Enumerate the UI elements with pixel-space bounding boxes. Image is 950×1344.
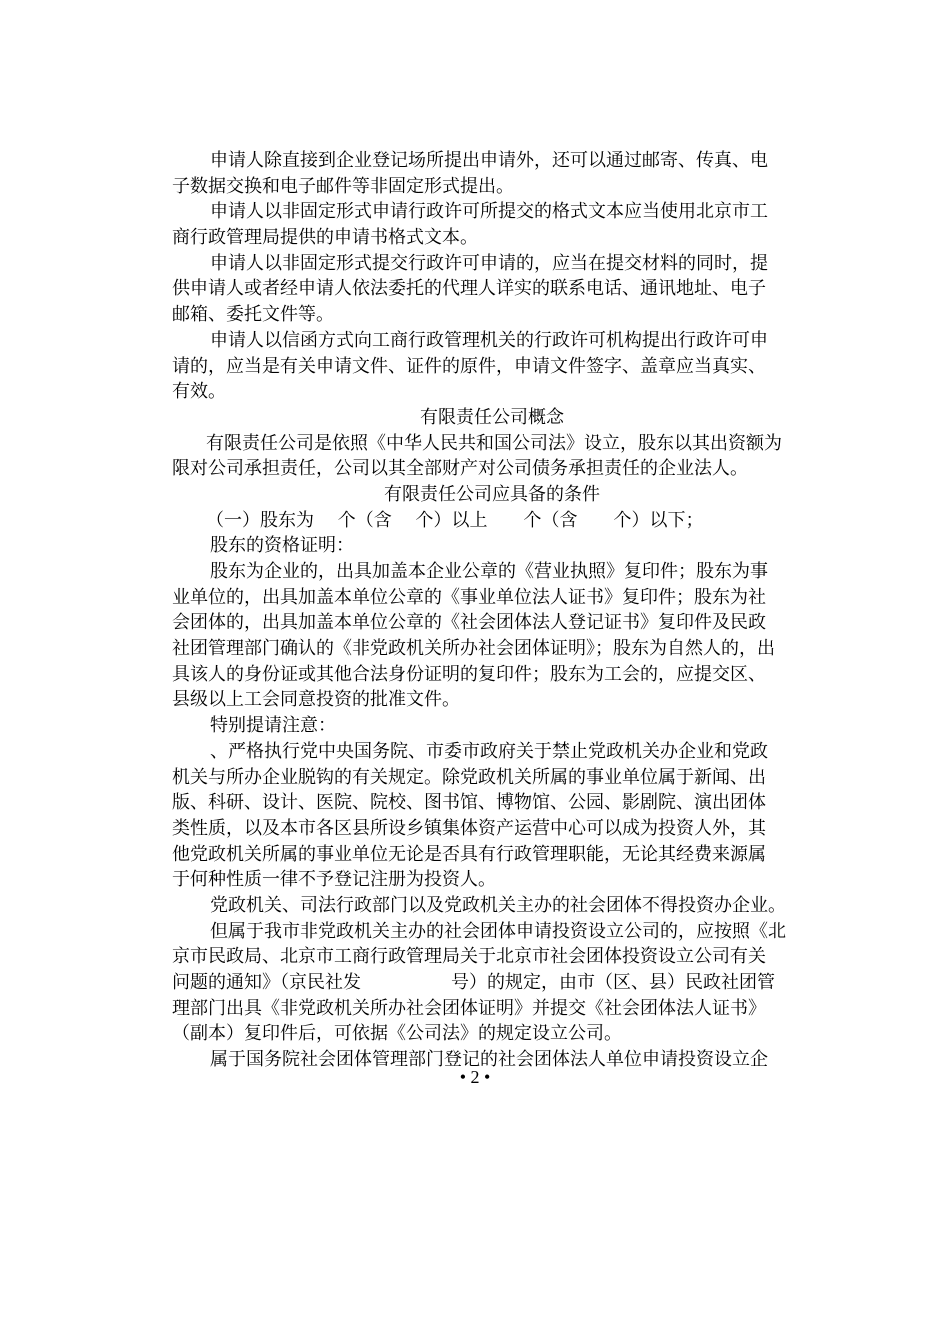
text-line: 申请人以信函方式向工商行政管理机关的行政许可机构提出行政许可申: [210, 329, 768, 351]
text-line: 申请人以非固定形式申请行政许可所提交的格式文本应当使用北京市工: [210, 201, 768, 223]
text-line: 机关与所办企业脱钩的有关规定。除党政机关所属的事业单位属于新闻、出: [172, 766, 766, 788]
text-line: 股东为企业的，出具加盖本企业公章的《营业执照》复印件；股东为事: [210, 561, 768, 582]
paragraph: [172, 713, 812, 739]
text-line: 县级以上工会同意投资的批准文件。: [172, 689, 460, 711]
text-line: 京市民政局、北京市工商行政管理局关于北京市社会团体投资设立公司有关: [172, 946, 766, 968]
body-text: [172, 148, 812, 1073]
text-line: 业单位的，出具加盖本单位公章的《事业单位法人证书》复印件；股东为社: [172, 586, 766, 608]
page-number: • 2 •: [459, 1067, 491, 1087]
section-heading: [172, 482, 812, 508]
text-line: 有限责任公司是依照《中华人民共和国公司法》设立，股东以其出资额为: [206, 432, 782, 454]
paragraph: [172, 559, 812, 713]
paragraph: [172, 251, 812, 328]
text-line: 申请人除直接到企业登记场所提出申请外，还可以通过邮寄、传真、电: [210, 150, 768, 171]
section-heading: [172, 405, 812, 431]
text-line: （一）股东为 个（含 个）以上 个（含 个）以下；: [206, 509, 704, 531]
text-line: 社团管理部门确认的《非党政机关所办社会团体证明》；股东为自然人的，出: [172, 638, 775, 660]
text-line: 具该人的身份证或其他合法身份证明的复印件；股东为工会的，应提交区、: [172, 663, 766, 685]
text-line: 有限责任公司应具备的条件: [384, 483, 600, 505]
text-line: 理部门出具《非党政机关所办社会团体证明》并提交《社会团体法人证书》: [172, 997, 766, 1019]
text-line: 股东的资格证明：: [210, 535, 354, 557]
text-line: 特别提请注意：: [210, 715, 336, 737]
text-line: 但属于我市非党政机关主办的社会团体申请投资设立公司的，应按照《北: [210, 920, 786, 942]
text-line: 申请人以非固定形式提交行政许可申请的，应当在提交材料的同时，提: [210, 252, 768, 274]
paragraph: [172, 739, 812, 893]
text-line: 请的，应当是有关申请文件、证件的原件，申请文件签字、盖章应当真实、: [172, 355, 766, 377]
text-line: 党政机关、司法行政部门以及党政机关主办的社会团体不得投资办企业。: [210, 894, 786, 916]
paragraph: [172, 148, 812, 199]
text-line: 、严格执行党中央国务院、市委市政府关于禁止党政机关办企业和党政: [210, 740, 768, 762]
paragraph: [172, 919, 812, 1047]
text-line: 有效。: [172, 381, 226, 403]
text-line: 商行政管理局提供的申请书格式文本。: [172, 227, 478, 249]
text-line: 问题的通知》（京民社发 号）的规定，由市（区、县）民政社团管: [172, 972, 775, 993]
text-line: 子数据交换和电子邮件等非固定形式提出。: [172, 175, 514, 197]
text-line: 限对公司承担责任，公司以其全部财产对公司债务承担责任的企业法人。: [172, 458, 748, 480]
text-line: 供申请人或者经申请人依法委托的代理人详实的联系电话、通讯地址、电子: [172, 278, 766, 300]
paragraph: [172, 431, 812, 482]
text-line: 邮箱、委托文件等。: [172, 304, 334, 326]
text-line: 他党政机关所属的事业单位无论是否具有行政管理职能，无论其经费来源属: [172, 843, 766, 865]
paragraph: [172, 893, 812, 919]
text-line: 版、科研、设计、医院、院校、图书馆、博物馆、公园、影剧院、演出团体: [172, 792, 766, 814]
paragraph: [172, 199, 812, 250]
text-line: 有限责任公司概念: [420, 406, 564, 428]
text-line: 类性质，以及本市各区县所设乡镇集体资产运营中心可以成为投资人外，其: [172, 817, 766, 839]
text-line: 属于国务院社会团体管理部门登记的社会团体法人单位申请投资设立企: [210, 1049, 768, 1071]
paragraph: [172, 533, 812, 559]
text-line: 于何种性质一律不予登记注册为投资人。: [172, 869, 496, 891]
text-line: 会团体的，出具加盖本单位公章的《社会团体法人登记证书》复印件及民政: [172, 612, 766, 634]
paragraph: [172, 328, 812, 405]
text-line: （副本）复印件后，可依据《公司法》的规定设立公司。: [172, 1023, 622, 1045]
paragraph: [172, 508, 812, 534]
